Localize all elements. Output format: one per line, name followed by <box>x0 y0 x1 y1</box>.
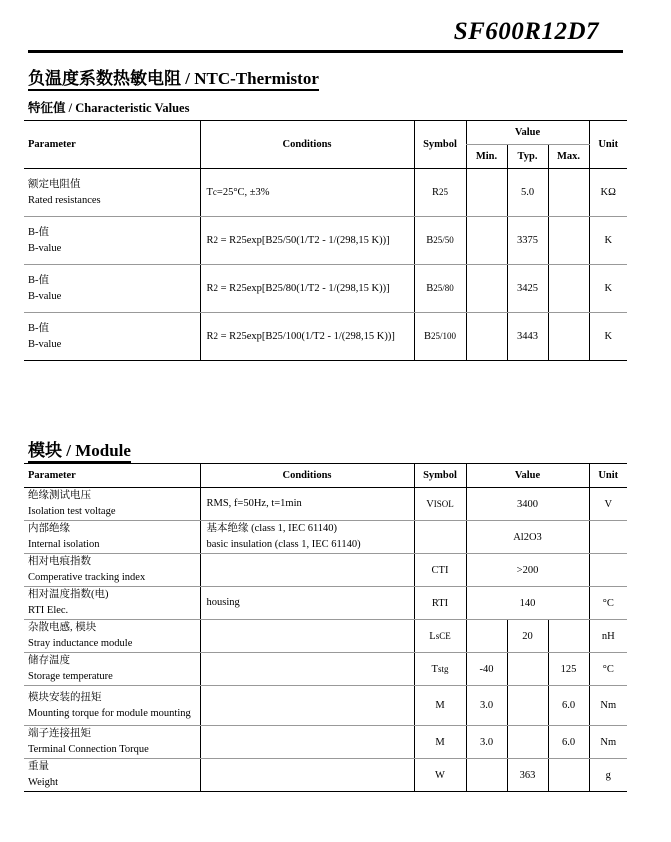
symbol-sub: sCE <box>435 630 451 641</box>
typ-value: 3443 <box>517 331 538 342</box>
symbol: W <box>435 769 445 781</box>
condition-line: 基本绝缘 (class 1, IEC 61140) <box>206 523 338 534</box>
symbol: M <box>435 736 445 748</box>
max-cell <box>548 726 589 759</box>
param-cn: 重量 <box>28 761 49 772</box>
condition-cell <box>200 313 414 361</box>
value-cell <box>466 488 589 521</box>
condition-text: =25°C, ±3% <box>216 187 270 198</box>
typ-value: Al2O3 <box>513 531 542 543</box>
param-cn: 杂散电感, 模块 <box>28 622 97 633</box>
min-cell <box>466 265 507 313</box>
min-value: 3.0 <box>479 736 494 748</box>
param-en: Rated resistances <box>28 194 101 206</box>
param-en: B-value <box>28 290 62 302</box>
symbol: B <box>426 283 434 294</box>
typ-cell <box>507 653 548 686</box>
min-cell <box>466 653 507 686</box>
condition-cell <box>200 686 414 726</box>
symbol-cell <box>414 620 466 653</box>
param-en: Stray inductance module <box>28 638 133 649</box>
typ-value: 20 <box>522 630 533 642</box>
symbol-cell <box>414 726 466 759</box>
param-cell <box>24 726 200 759</box>
max-cell <box>548 620 589 653</box>
symbol-cell <box>414 488 466 521</box>
condition-cell <box>200 653 414 686</box>
symbol-cell <box>414 653 466 686</box>
condition-sub: c <box>212 187 217 197</box>
symbol-sub: 25/80 <box>433 283 454 293</box>
value-cell <box>466 587 589 620</box>
unit-cell <box>589 488 627 521</box>
header-symbol: Symbol <box>414 121 466 169</box>
symbol: M <box>435 700 445 711</box>
condition-cell <box>200 488 414 521</box>
condition-text: = R25exp[B25/100(1/T2 - 1/(298,15 K))] <box>218 331 395 342</box>
param-cn: B-值 <box>28 322 49 334</box>
unit-value: KΩ <box>600 187 616 198</box>
table-row <box>24 521 627 554</box>
param-cn: 相对电痕指数 <box>28 556 91 567</box>
symbol-sub: 25/50 <box>433 235 454 245</box>
condition-text: = R25exp[B25/80(1/T2 - 1/(298,15 K))] <box>218 283 390 294</box>
typ-value: 363 <box>519 769 536 781</box>
condition-cell <box>200 169 414 217</box>
unit-cell <box>589 554 627 587</box>
unit-value: K <box>604 235 613 246</box>
param-cell <box>24 265 200 313</box>
header-max: Max. <box>548 145 589 169</box>
param-en: Isolation test voltage <box>28 506 116 517</box>
typ-cell <box>507 265 548 313</box>
param-cell <box>24 488 200 521</box>
module-section-title: 模块 / Module <box>28 436 131 461</box>
ntc-subtitle: 特征值 / Characteristic Values <box>28 101 190 115</box>
condition-cell <box>200 587 414 620</box>
min-cell <box>466 217 507 265</box>
typ-value: 3400 <box>517 498 538 510</box>
table-row <box>24 587 627 620</box>
param-cn: 绝缘测试电压 <box>28 490 91 501</box>
table-row <box>24 759 627 792</box>
symbol: T <box>431 663 438 675</box>
module-header-value: Value <box>466 464 589 488</box>
param-cn: 储存温度 <box>28 655 70 666</box>
ntc-table <box>24 120 627 361</box>
param-cn: B-值 <box>28 274 49 286</box>
symbol-cell <box>414 759 466 792</box>
header-value: Value <box>466 121 589 145</box>
condition-line: housing <box>206 597 240 608</box>
param-cell <box>24 620 200 653</box>
module-header-parameter: Parameter <box>24 464 200 488</box>
symbol: L <box>429 630 436 642</box>
condition-sub: 2 <box>213 331 219 341</box>
typ-value: 5.0 <box>520 187 535 198</box>
table-row <box>24 686 627 726</box>
condition-cell <box>200 759 414 792</box>
min-value: -40 <box>479 663 494 675</box>
unit-value: g <box>605 769 611 781</box>
param-cell <box>24 521 200 554</box>
unit-value: Nm <box>600 700 617 711</box>
symbol-cell <box>414 265 466 313</box>
max-cell <box>548 313 589 361</box>
unit-value: °C <box>602 663 614 675</box>
unit-value: K <box>604 283 613 294</box>
table-row <box>24 554 627 587</box>
min-value: 3.0 <box>479 700 494 711</box>
symbol-cell <box>414 313 466 361</box>
symbol-cell <box>414 554 466 587</box>
unit-cell <box>589 265 627 313</box>
param-cn: B-值 <box>28 226 49 238</box>
module-header-symbol: Symbol <box>414 464 466 488</box>
param-cell <box>24 313 200 361</box>
module-table <box>24 463 627 792</box>
condition-sub: 2 <box>213 283 219 293</box>
symbol: B <box>426 235 434 246</box>
unit-cell <box>589 169 627 217</box>
part-number-title: SF600R12D7 <box>453 18 599 45</box>
value-cell <box>466 554 589 587</box>
symbol-sub: stg <box>437 663 449 674</box>
param-cn: 模块安装的扭矩 <box>28 691 102 703</box>
unit-value: nH <box>601 630 615 642</box>
symbol: RTI <box>431 597 449 609</box>
unit-cell <box>589 620 627 653</box>
param-en: Weight <box>28 777 59 788</box>
module-header-unit: Unit <box>589 464 627 488</box>
param-en: B-value <box>28 338 62 350</box>
param-cell <box>24 554 200 587</box>
header-typ: Typ. <box>507 145 548 169</box>
condition-text: = R25exp[B25/50(1/T2 - 1/(298,15 K))] <box>218 235 390 246</box>
unit-cell <box>589 521 627 554</box>
unit-value: °C <box>602 597 614 609</box>
typ-cell <box>507 313 548 361</box>
table-row <box>24 620 627 653</box>
min-cell <box>466 726 507 759</box>
typ-cell <box>507 726 548 759</box>
table-row <box>24 265 627 313</box>
condition-sub: 2 <box>213 235 219 245</box>
param-en: Internal isolation <box>28 539 100 550</box>
typ-cell <box>507 169 548 217</box>
typ-cell <box>507 686 548 726</box>
max-value: 6.0 <box>561 736 576 748</box>
condition-cell <box>200 554 414 587</box>
header-unit: Unit <box>589 121 627 169</box>
param-en: RTI Elec. <box>28 605 69 616</box>
unit-cell <box>589 653 627 686</box>
min-cell <box>466 313 507 361</box>
condition-cell <box>200 265 414 313</box>
symbol: B <box>423 331 431 342</box>
symbol: R <box>431 187 439 198</box>
condition-cell <box>200 217 414 265</box>
condition-line: basic insulation (class 1, IEC 61140) <box>206 539 361 550</box>
typ-value: 3425 <box>517 283 538 294</box>
param-cell <box>24 217 200 265</box>
header-conditions: Conditions <box>200 121 414 169</box>
symbol-cell <box>414 686 466 726</box>
ntc-section-title: 负温度系数热敏电阻 / NTC-Thermistor <box>28 64 319 89</box>
param-cell <box>24 759 200 792</box>
header-min: Min. <box>466 145 507 169</box>
param-cn: 相对温度指数(电) <box>28 589 109 600</box>
condition-cell <box>200 521 414 554</box>
unit-value: K <box>604 331 613 342</box>
condition-cell <box>200 726 414 759</box>
symbol-sub: ISOL <box>433 498 454 509</box>
typ-value: >200 <box>516 564 539 576</box>
value-cell <box>466 521 589 554</box>
header-parameter: Parameter <box>24 121 200 169</box>
unit-cell <box>589 217 627 265</box>
condition-line: RMS, f=50Hz, t=1min <box>206 498 302 509</box>
param-cell <box>24 686 200 726</box>
unit-cell <box>589 726 627 759</box>
max-cell <box>548 653 589 686</box>
param-en: B-value <box>28 242 62 254</box>
typ-value: 140 <box>519 597 536 609</box>
max-value: 6.0 <box>561 700 576 711</box>
unit-value: Nm <box>600 736 617 748</box>
min-cell <box>466 169 507 217</box>
param-cell <box>24 587 200 620</box>
typ-cell <box>507 620 548 653</box>
param-cn: 内部绝缘 <box>28 523 70 534</box>
condition-text: R <box>206 331 214 342</box>
title-rule <box>28 50 623 53</box>
table-row <box>24 169 627 217</box>
typ-cell <box>507 759 548 792</box>
param-en: Comperative tracking index <box>28 572 146 583</box>
table-row <box>24 217 627 265</box>
symbol-cell <box>414 587 466 620</box>
max-cell <box>548 686 589 726</box>
unit-cell <box>589 759 627 792</box>
symbol-cell <box>414 521 466 554</box>
module-header-conditions: Conditions <box>200 464 414 488</box>
min-cell <box>466 759 507 792</box>
typ-value: 3375 <box>517 235 538 246</box>
max-cell <box>548 265 589 313</box>
param-en: Mounting torque for module mounting <box>28 707 191 719</box>
table-row <box>24 726 627 759</box>
unit-cell <box>589 587 627 620</box>
min-cell <box>466 620 507 653</box>
table-row <box>24 488 627 521</box>
table-row <box>24 313 627 361</box>
symbol-cell <box>414 169 466 217</box>
symbol-sub: 25 <box>439 187 448 197</box>
condition-cell <box>200 620 414 653</box>
symbol: V <box>426 498 434 510</box>
condition-text: R <box>206 235 214 246</box>
condition-text: T <box>206 187 213 198</box>
param-cell <box>24 653 200 686</box>
symbol-cell <box>414 217 466 265</box>
max-cell <box>548 759 589 792</box>
unit-cell <box>589 313 627 361</box>
condition-text: R <box>206 283 214 294</box>
param-cn: 端子连接扭矩 <box>28 728 91 739</box>
unit-value: V <box>604 498 613 510</box>
symbol: CTI <box>431 564 449 576</box>
max-cell <box>548 169 589 217</box>
max-value: 125 <box>560 663 577 675</box>
unit-cell <box>589 686 627 726</box>
param-en: Storage temperature <box>28 671 113 682</box>
param-cell <box>24 169 200 217</box>
symbol-sub: 25/100 <box>431 331 457 341</box>
param-en: Terminal Connection Torque <box>28 744 149 755</box>
table-row <box>24 653 627 686</box>
typ-cell <box>507 217 548 265</box>
max-cell <box>548 217 589 265</box>
param-cn: 额定电阻值 <box>28 178 81 190</box>
min-cell <box>466 686 507 726</box>
